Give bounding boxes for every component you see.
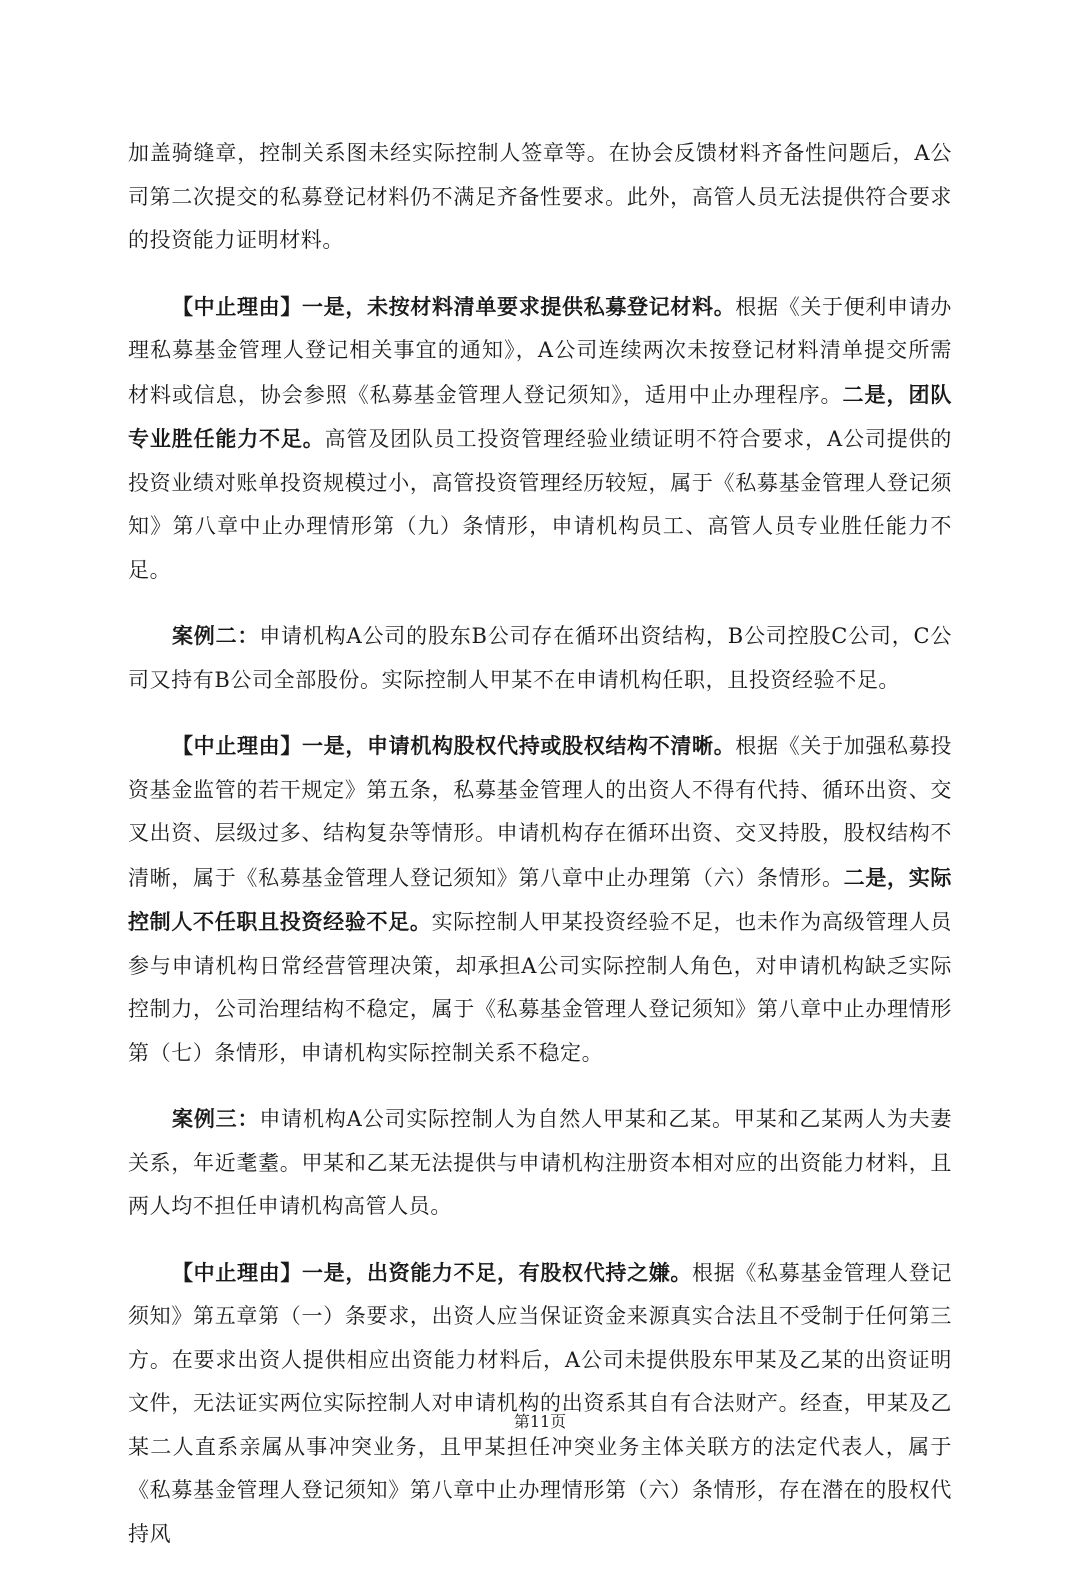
- bold-heading: 【中止理由】一是，申请机构股权代持或股权结构不清晰。: [172, 733, 736, 758]
- paragraph-2: [128, 285, 952, 593]
- bold-heading: 二是，团队专业胜任能力不足。: [128, 381, 953, 451]
- case-label: 案例三：: [172, 1106, 260, 1131]
- paragraph-text: 加盖骑缝章，控制关系图未经实际控制人签章等。在协会反馈材料齐备性问题后，A公司第二次提交的私募登记材料仍不满足齐备性要求。此外，高管人员无法提供符合要求的投资能力证明材料。: [128, 141, 952, 252]
- case-label: 案例二：: [172, 623, 260, 648]
- paragraph-text: 申请机构A公司实际控制人为自然人甲某和乙某。甲某和乙某两人为夫妻关系，年近耄耋。甲某和乙某无法提供与申请机构注册资本相对应的出资能力材料，且两人均不担任申请机构高管人员。: [128, 1107, 952, 1218]
- bold-heading: 二是，实际控制人不任职且投资经验不足。: [128, 864, 953, 934]
- paragraph-text: 实际控制人甲某投资经验不足，也未作为高级管理人员参与申请机构日常经营管理决策，却承担A公司实际控制人角色，对申请机构缺乏实际控制力，公司治理结构不稳定，属于《私募基金管理人登记须知》第八章中止办理情形第（七）条情形，申请机构实际控制关系不稳定。: [128, 910, 952, 1065]
- paragraph-1: [128, 132, 952, 263]
- bold-heading: 【中止理由】一是，出资能力不足，有股权代持之嫌。: [172, 1259, 693, 1285]
- paragraph-text: 根据《私募基金管理人登记须知》第五章第（一）条要求，出资人应当保证资金来源真实合法且不受制于任何第三方。在要求出资人提供相应出资能力材料后，A公司未提供股东甲某及乙某的出资证明文件，无法证实两位实际控制人对申请机构的出资系其自有合法财产。经查，甲某及乙某二人直系亲属从事冲突业务，且甲某担任冲突业务主体关联方的法定代表人，属于《私募基金管理人登记须知》第八章中止办理情形第（六）条情形，存在潜在的股权代持风: [128, 1260, 952, 1546]
- paragraph-text: 高管及团队员工投资管理经验业绩证明不符合要求，A公司提供的投资业绩对账单投资规模过小，高管投资管理经历较短，属于《私募基金管理人登记须知》第八章中止办理情形第（九）条情形，申请机构员工、高管人员专业胜任能力不足。: [128, 427, 952, 582]
- paragraph-5: [128, 1097, 952, 1229]
- paragraph-text: 根据《关于便利申请办理私募基金管理人登记相关事宜的通知》，A公司连续两次未按登记材料清单提交所需材料或信息，协会参照《私募基金管理人登记须知》，适用中止办理程序。: [128, 294, 952, 407]
- paragraph-3: [128, 614, 952, 702]
- paragraph-text: 根据《关于加强私募投资基金监管的若干规定》第五条，私募基金管理人的出资人不得有代持、循环出资、交叉出资、层级过多、结构复杂等情形。申请机构存在循环出资、交叉持股，股权结构不清晰，属于《私募基金管理人登记须知》第八章中止办理第（六）条情形。: [128, 734, 952, 890]
- page-number: 第11页: [513, 1412, 567, 1431]
- paragraph-text: 申请机构A公司的股东B公司存在循环出资结构，B公司控股C公司，C公司又持有B公司全部股份。实际控制人甲某不在申请机构任职，且投资经验不足。: [128, 624, 952, 692]
- bold-heading: 【中止理由】一是，未按材料清单要求提供私募登记材料。: [172, 293, 736, 319]
- paragraph-4: [128, 724, 952, 1075]
- paragraph-6: [128, 1251, 952, 1557]
- document-body: [128, 132, 952, 1578]
